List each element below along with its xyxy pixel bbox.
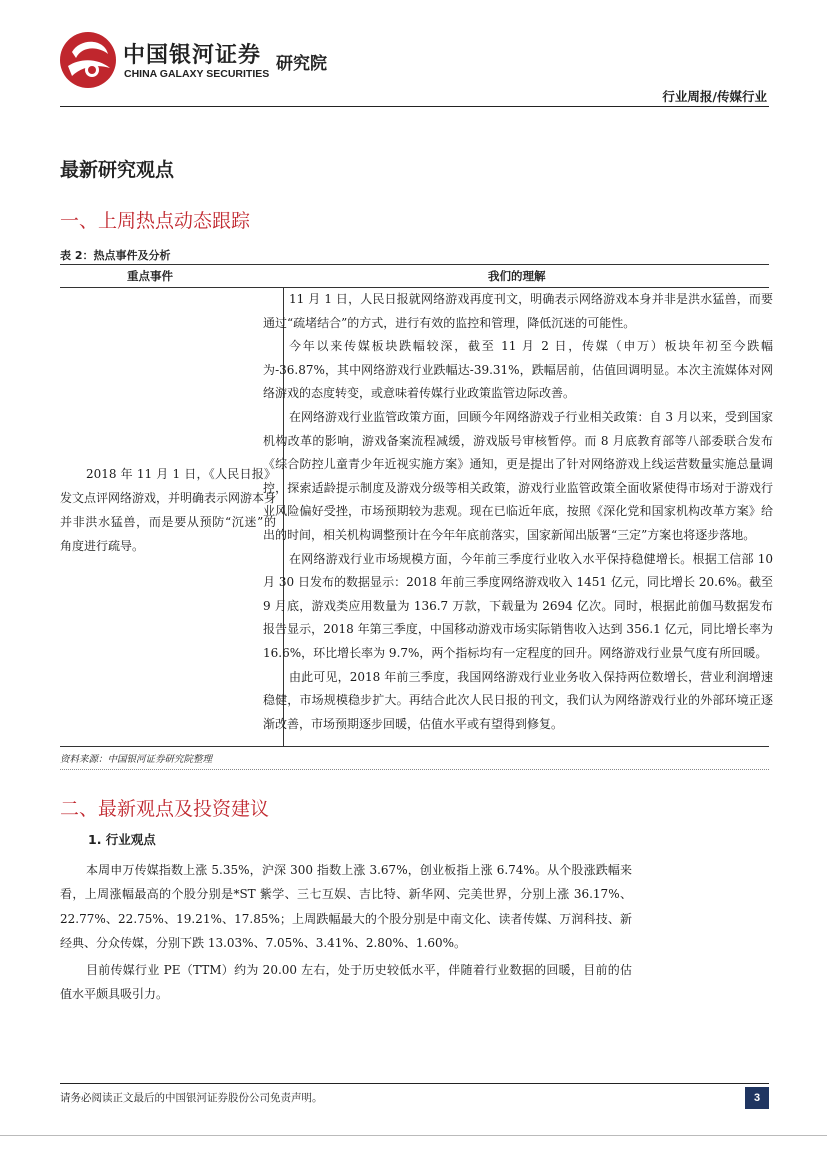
page-number: 3 <box>745 1087 769 1109</box>
body-paragraph: 本周申万传媒指数上涨 5.35%，沪深 300 指数上涨 3.67%，创业板指上涨 6.74%。从个股涨跌幅来看，上周涨幅最高的个股分别是*ST 紫学、三七互娱、吉比特、新华网、完美世界，分别上涨 36.17%、22.77%、22.75%、19.21%、17.85%；上周跌幅最大的个股分别是中南文化、读者传媒、万润科技、新经典、分众传媒，分别下跌 13.03%、7.05%、3.41%、2.80%、1.60%。 <box>60 863 632 951</box>
section-heading-hot-topics: 一、上周热点动态跟踪 <box>60 210 251 232</box>
institute-label: 研究院 <box>276 54 327 74</box>
table-caption: 表 2：热点事件及分析 <box>60 249 171 262</box>
analysis-paragraph: 在网络游戏行业市场规模方面，今年前三季度行业收入水平保持稳健增长。根据工信部 10 月 30 日发布的数据显示：2018 年前三季度网络游戏收入 1451 亿元，同比增长 20.6%。截至 9 月底，游戏类应用数量为 136.7 万款，下载量为 2694 亿次。同时，根据此前伽马数据发布报告显示，2018 年第三季度，中国移动游戏市场实际销售收入达到 356.1 亿元，同比增长率为 16.6%，环比增长率为 9.7%，两个指标均有一定程度的回升。网络游戏行业景气度有所回暖。 <box>263 551 773 660</box>
table-header-analysis: 我们的理解 <box>488 269 546 283</box>
brand-name-en: CHINA GALAXY SECURITIES <box>124 68 270 80</box>
table-cell-analysis <box>263 288 773 736</box>
analysis-paragraph: 在网络游戏行业监管政策方面，回顾今年网络游戏子行业相关政策：自 3 月以来，受到国家机构改革的影响，游戏备案流程减缓，游戏版号审核暂停。而 8 月底教育部等八部委联合发布《综合防控儿童青少年近视实施方案》通知，更是提出了针对网络游戏上线运营数量实施总量调控，探索适龄提示制度及游戏分级等相关政策，游戏行业监管政策全面收紧使得市场对于游戏行业风险偏好受挫，市场预期较为悲观。现在已临近年底，按照《深化党和国家机构改革方案》给出的时间，相关机构调整预计在今年年底前落实，国家新闻出版署“三定”方案也将逐步落地。 <box>263 409 773 542</box>
table-cell-event: 2018 年 11 月 1 日，《人民日报》发文点评网络游戏，并明确表示网游本身并非洪水猛兽，而是要从预防“沉迷”的角度进行疏导。 <box>60 467 277 553</box>
page-title: 最新研究观点 <box>60 159 175 181</box>
table-header-event: 重点事件 <box>127 269 173 283</box>
header-divider <box>60 106 769 107</box>
table-source-note: 资料来源：中国银河证券研究院整理 <box>60 754 213 765</box>
page-edge <box>0 1135 827 1136</box>
source-divider <box>60 769 769 770</box>
section-heading-outlook: 二、最新观点及投资建议 <box>60 798 270 820</box>
table-top-border <box>60 264 769 265</box>
footer-divider <box>60 1083 769 1084</box>
report-type: 行业周报/传媒行业 <box>662 89 767 104</box>
analysis-paragraph: 11 月 1 日，人民日报就网络游戏再度刊文，明确表示网络游戏本身并非是洪水猛兽，而要通过“疏堵结合”的方式，进行有效的监控和管理，降低沉迷的可能性。 <box>263 292 773 330</box>
footer-disclaimer: 请务必阅读正文最后的中国银河证券股份公司免责声明。 <box>60 1092 323 1104</box>
subsection-heading: 1. 行业观点 <box>88 832 156 847</box>
brand-name-cn: 中国银河证券 <box>123 43 262 68</box>
company-logo-icon <box>58 30 118 90</box>
analysis-paragraph: 今年以来传媒板块跌幅较深，截至 11 月 2 日，传媒（申万）板块年初至今跌幅为-36.87%，其中网络游戏行业跌幅达-39.31%，跌幅居前，估值回调明显。本次主流媒体对网络游戏的态度转变，或意味着传媒行业政策监管边际改善。 <box>263 339 773 401</box>
body-paragraph: 目前传媒行业 PE（TTM）约为 20.00 左右，处于历史较低水平，伴随着行业数据的回暖，目前的估值水平颇具吸引力。 <box>60 963 632 1002</box>
analysis-paragraph: 由此可见，2018 年前三季度，我国网络游戏行业业务收入保持两位数增长，营业利润增速稳健，市场规模稳步扩大。再结合此次人民日报的刊文，我们认为网络游戏行业的外部环境正逐渐改善，市场预期逐步回暖，估值水平或有望得到修复。 <box>263 669 773 731</box>
table-bottom-border <box>60 746 769 747</box>
